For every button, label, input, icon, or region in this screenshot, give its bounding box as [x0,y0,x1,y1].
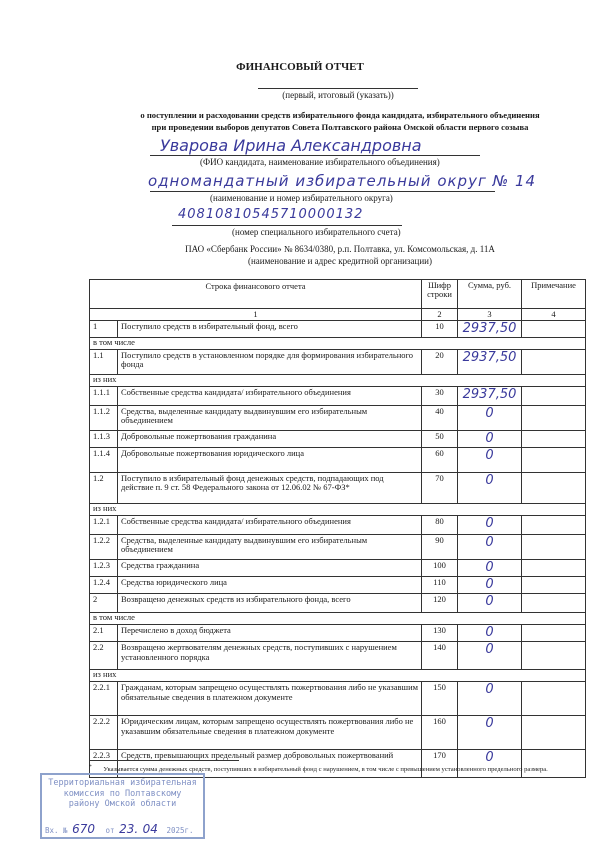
table-row [90,350,586,375]
account-line [172,225,402,226]
district-caption: (наименование и номер избирательного округа) [210,193,393,203]
row-number: 1.1.4 [90,448,118,473]
row-label: Поступило средств в избирательный фонд, всего [118,321,422,338]
row-number: 1.1.1 [90,387,118,406]
row-label: Добровольные пожертвования гражданина [118,431,422,448]
handwritten-sum: 0 [485,473,494,489]
handwritten-sum: 0 [485,750,494,766]
row-note [522,625,586,642]
stamp-reg-number: 670 [72,822,95,836]
row-code: 60 [422,448,458,473]
row-label: Перечислено в доход бюджета [118,625,422,642]
handwritten-sum: 0 [485,577,494,593]
table-row [90,560,586,577]
row-note [522,448,586,473]
row-note [522,716,586,750]
footnote-divider [89,760,239,761]
row-number: 1.2.4 [90,577,118,594]
header-number-1: 1 [90,309,422,321]
bank-name: ПАО «Сбербанк России» № 8634/0380, р.п. Полтавка, ул. Комсомольская, д. 11А [185,244,495,254]
table-row [90,642,586,670]
row-code: 20 [422,350,458,375]
header-number-3: 3 [458,309,522,321]
row-sum [458,406,522,431]
table-header-numbers [90,309,586,321]
row-number: 1.1.2 [90,406,118,431]
row-sum [458,577,522,594]
header-number-2: 2 [422,309,458,321]
row-sum [458,321,522,338]
row-code: 50 [422,431,458,448]
handwritten-sum: 2937,50 [462,350,517,366]
handwritten-sum: 2937,50 [462,387,517,403]
row-sum [458,642,522,670]
row-code: 130 [422,625,458,642]
subheader-row [90,375,586,387]
stamp-date-prefix: от [105,826,115,835]
stamp-registration-line [45,822,203,837]
row-note [522,535,586,560]
row-label: Средства, выделенные кандидату выдвинувшим его избирательным объединением [118,406,422,431]
header-sum: Сумма, руб. [458,280,522,309]
footnote-text: Указывается сумма денежных средств, поступивших в избирательный фонд с нарушением, в том числе с превышением установленного предельного размера. [103,766,548,774]
row-code: 80 [422,516,458,535]
stamp-year: 2025г. [166,826,194,835]
row-sum [458,625,522,642]
handwritten-sum: 2937,50 [462,321,517,337]
row-sum [458,387,522,406]
footnote-mark: * [89,764,92,770]
row-code: 90 [422,535,458,560]
bank-caption: (наименование и адрес кредитной организации) [247,256,432,266]
row-label: Средств, превышающих предельный размер добровольных пожертвований [118,750,422,778]
row-label: Гражданам, которым запрещено осуществлять пожертвования либо не указавшим обязательные сведения в платежном документе [118,682,422,716]
handwritten-sum: 0 [485,642,494,658]
row-number: 1 [90,321,118,338]
row-note [522,516,586,535]
registration-stamp [40,773,205,839]
handwritten-sum: 0 [485,594,494,610]
subheader-row [90,338,586,350]
subheader-label: из них [90,670,586,682]
row-code: 10 [422,321,458,338]
row-label: Возвращено денежных средств из избирательного фонда, всего [118,594,422,613]
row-number: 1.2 [90,473,118,504]
row-number: 2.2 [90,642,118,670]
report-kind-line [258,88,418,89]
district-name-handwritten: одномандатный избирательный округ № 14 [148,172,537,190]
handwritten-sum: 0 [485,431,494,447]
handwritten-sum: 0 [485,716,494,732]
subheader-row [90,613,586,625]
stamp-date-day: 23. [119,822,139,836]
row-sum [458,350,522,375]
candidate-caption: (ФИО кандидата, наименование избирательного объединения) [200,157,440,167]
row-code: 140 [422,642,458,670]
row-note [522,387,586,406]
row-label: Поступило в избирательный фонд денежных средств, подпадающих под действие п. 9 ст. 58 Федерального закона от 12.06.02 № 67-ФЗ* [118,473,422,504]
row-sum [458,448,522,473]
row-number: 1.2.3 [90,560,118,577]
table-row [90,577,586,594]
header-code: Шифр строки [422,280,458,309]
row-code: 150 [422,682,458,716]
row-number: 2.2.3 [90,750,118,778]
handwritten-sum: 0 [485,625,494,641]
row-code: 110 [422,577,458,594]
row-number: 1.1 [90,350,118,375]
report-subtitle-1: о поступлении и расходовании средств избирательного фонда кандидата, избирательного объединения [140,110,540,120]
table-row [90,682,586,716]
row-code: 30 [422,387,458,406]
handwritten-sum: 0 [485,535,494,551]
subheader-label: из них [90,504,586,516]
handwritten-sum: 0 [485,560,494,576]
account-caption: (номер специального избирательного счета) [232,227,401,237]
stamp-date-month: 04 [142,822,158,836]
row-note [522,594,586,613]
row-label: Средства, выделенные кандидату выдвинувшим его избирательным объединением [118,535,422,560]
row-label: Средства юридического лица [118,577,422,594]
row-label: Добровольные пожертвования юридического лица [118,448,422,473]
district-line [150,191,495,192]
handwritten-sum: 0 [485,516,494,532]
stamp-line-1: Территориальная избирательная [48,778,197,788]
handwritten-sum: 0 [485,406,494,422]
row-note [522,406,586,431]
row-code: 70 [422,473,458,504]
row-number: 2 [90,594,118,613]
table-row [90,406,586,431]
row-code: 160 [422,716,458,750]
row-sum [458,473,522,504]
row-sum [458,560,522,577]
row-label: Поступило средств в установленном порядке для формирования избирательного фонда [118,350,422,375]
row-code: 170 [422,750,458,778]
subheader-row [90,670,586,682]
account-number-handwritten: 40810810545710000132 [178,207,364,222]
row-label: Средства гражданина [118,560,422,577]
row-number: 2.1 [90,625,118,642]
subheader-label: из них [90,375,586,387]
table-row [90,535,586,560]
row-code: 40 [422,406,458,431]
stamp-line-3: району Омской области [68,799,177,810]
row-label: Собственные средства кандидата/ избирательного объединения [118,387,422,406]
subheader-label: в том числе [90,613,586,625]
row-label: Возвращено жертвователям денежных средств, поступивших с нарушением установленного порядка [118,642,422,670]
table-row [90,321,586,338]
header-row-label: Строка финансового отчета [90,280,422,309]
report-subtitle-2: при проведении выборов депутатов Совета Полтавского района Омской области первого созыва [151,122,529,132]
stamp-line-2: комиссия по Полтавскому [63,788,182,799]
candidate-name-handwritten: Уварова Ирина Александровна [160,136,422,155]
row-number: 2.2.2 [90,716,118,750]
header-note: Примечание [522,280,586,309]
header-number-4: 4 [522,309,586,321]
report-title: ФИНАНСОВЫЙ ОТЧЕТ [236,61,364,73]
row-sum [458,716,522,750]
row-sum [458,516,522,535]
row-code: 120 [422,594,458,613]
row-number: 1.2.1 [90,516,118,535]
table-body [90,321,586,778]
stamp-reg-prefix: Вх. № [45,826,68,835]
row-code: 100 [422,560,458,577]
subheader-row [90,504,586,516]
row-number: 1.2.2 [90,535,118,560]
row-note [522,473,586,504]
row-note [522,682,586,716]
table-row [90,516,586,535]
row-number: 2.2.1 [90,682,118,716]
row-note [522,321,586,338]
table-row [90,431,586,448]
table-row [90,448,586,473]
table-row [90,473,586,504]
handwritten-sum: 0 [485,682,494,698]
subheader-label: в том числе [90,338,586,350]
row-sum [458,535,522,560]
row-sum [458,594,522,613]
row-note [522,577,586,594]
table-row [90,625,586,642]
row-note [522,642,586,670]
row-sum [458,682,522,716]
row-label: Собственные средства кандидата/ избирательного объединения [118,516,422,535]
table-row [90,716,586,750]
row-note [522,431,586,448]
report-kind-caption: (первый, итоговый (указать)) [282,90,394,100]
row-label: Юридическим лицам, которым запрещено осуществлять пожертвования либо не указавшим обязательные сведения в платежном документе [118,716,422,750]
row-number: 1.1.3 [90,431,118,448]
table-row [90,387,586,406]
table-header-row [90,280,586,309]
handwritten-sum: 0 [485,448,494,464]
table-row [90,594,586,613]
financial-report-table [89,279,586,778]
row-sum [458,431,522,448]
row-note [522,350,586,375]
row-note [522,560,586,577]
candidate-line [150,155,480,156]
